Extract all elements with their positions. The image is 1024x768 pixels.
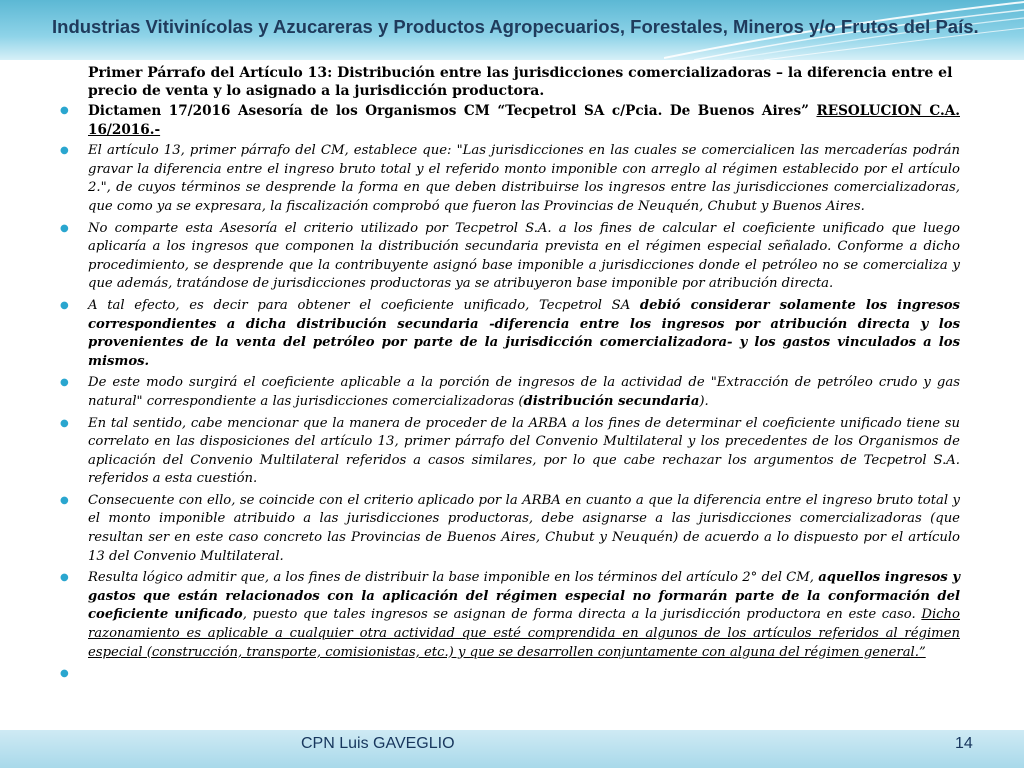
bullet-dot-icon: ●	[60, 145, 69, 157]
footer-author: CPN Luis GAVEGLIO	[301, 735, 455, 752]
bullet-dot-icon: ●	[60, 105, 69, 116]
bullet-dot-icon: ●	[60, 572, 69, 584]
paragraph-text: En tal sentido, cabe mencionar que la manera de proceder de la ARBA a los fines de determinar el coeficiente unificado tiene su correlato en las disposiciones del artículo 13, primer párrafo del Convenio Multilateral y los precedentes de los Organismos de aplicación del Convenio Multilateral referidos a casos similares, por lo que cabe rechazar los argumentos de Tecpetrol S.A. referidos a esta cuestión.	[88, 415, 960, 487]
list-item	[60, 374, 960, 411]
page-title: Industrias Vitivinícolas y Azucareras y Productos Agropecuarios, Forestales, Mineros y/o Frutos del País.	[52, 16, 979, 37]
paragraph-text: ).	[699, 393, 709, 409]
dictamen-text: Dictamen 17/2016 Asesoría de los Organismos CM “Tecpetrol SA c/Pcia. De Buenos Aires”	[88, 103, 809, 119]
list-item-dictamen	[60, 102, 960, 139]
bullet-dot-icon: ●	[60, 299, 69, 311]
list-item	[60, 415, 960, 489]
paragraph-text: Consecuente con ello, se coincide con el criterio aplicado por la ARBA en cuanto a que la diferencia entre el ingreso bruto total y el monto imponible atribuido a las jurisdicciones productoras, debe asignarse a las jurisdicciones comercializadoras (que resultan ser en este caso concreto las Provincias de Buenos Aires, Chubut y Neuquén) de acuerdo a lo dispuesto por el artículo 13 del Convenio Multilateral.	[88, 492, 960, 564]
paragraph-underlined: Dicho razonamiento es aplicable a cualquier otra actividad que esté comprendida en algunos de los artículos referidos al régimen especial (construcción, transporte, comisionistas, etc.) y que se desarrollen conjuntamente con alguna del régimen general.”	[88, 607, 960, 660]
section-heading: Primer Párrafo del Artículo 13: Distribución entre las jurisdicciones comercializadoras – la diferencia entre el precio de venta y lo asignado a la jurisdicción productora.	[88, 65, 953, 99]
list-item	[60, 492, 960, 566]
paragraph-emphasis: debió considerar solamente los ingresos correspondientes a dicha distribución secundaria -diferencia entre los ingresos por atribución directa y los provenientes de la venta del petróleo por parte de la jurisdicción comercializadora- y los gastos vinculados a los mismos.	[88, 297, 960, 369]
paragraph-emphasis: aquellos ingresos y gastos que están relacionados con la aplicación del régimen especial no formarán parte de la conformación del coeficiente unificado	[88, 570, 960, 623]
list-item	[60, 297, 960, 371]
resolucion-reference: RESOLUCION C.A. 16/2016.-	[88, 103, 960, 138]
bullet-dot-icon: ●	[60, 417, 69, 429]
paragraph-text: El artículo 13, primer párrafo del CM, establece que: "Las jurisdicciones en las cuales se comercialicen las mercaderías podrán gravar la diferencia entre el ingreso bruto total y el referido monto imponible con arreglo al régimen establecido por el artículo 2.", de cuyos términos se desprende la forma en que deben distribuirse los ingresos entre las jurisdicciones comercializadoras, que como ya se expresara, la fiscalización comprobó que fueron las Provincias de Neuquén, Chubut y Buenos Aires.	[88, 143, 960, 214]
list-item	[60, 142, 960, 216]
paragraph-text: De este modo surgirá el coeficiente aplicable a la porción de ingresos de la actividad de "Extracción de petróleo crudo y gas natural" correspondiente a las jurisdicciones comercializadoras (	[88, 375, 960, 409]
bullet-dot-icon: ●	[60, 668, 69, 680]
list-item	[60, 220, 960, 294]
page-number: 14	[955, 735, 973, 752]
paragraph-text: No comparte esta Asesoría el criterio utilizado por Tecpetrol S.A. a los fines de calcular el coeficiente unificado que luego aplicaría a los ingresos que componen la distribución secundaria prevista en el régimen especial señalado. Conforme a dicho procedimiento, se desprende que la contribuyente asignó base imponible a jurisdicciones donde el petróleo no se comercializa y que además, tratándose de jurisdicciones productoras ya se atribuyeron base imponible por atribución directa.	[88, 220, 960, 292]
paragraph-text: , puesto que tales ingresos se asignan de forma directa a la jurisdicción productora en este caso.	[242, 607, 922, 623]
slide-content	[60, 64, 960, 680]
paragraph-text: A tal efecto, es decir para obtener el coeficiente unificado, Tecpetrol SA	[88, 297, 640, 313]
list-item	[60, 569, 960, 662]
footer-band	[0, 730, 1024, 768]
bullet-dot-icon: ●	[60, 494, 69, 506]
bullet-dot-icon: ●	[60, 222, 69, 234]
paragraph-emphasis: distribución secundaria	[523, 393, 700, 409]
paragraph-text: Resulta lógico admitir que, a los fines de distribuir la base imponible en los términos del artículo 2° del CM,	[88, 570, 819, 586]
bullet-dot-icon: ●	[60, 377, 69, 389]
bullet-list	[60, 102, 960, 680]
